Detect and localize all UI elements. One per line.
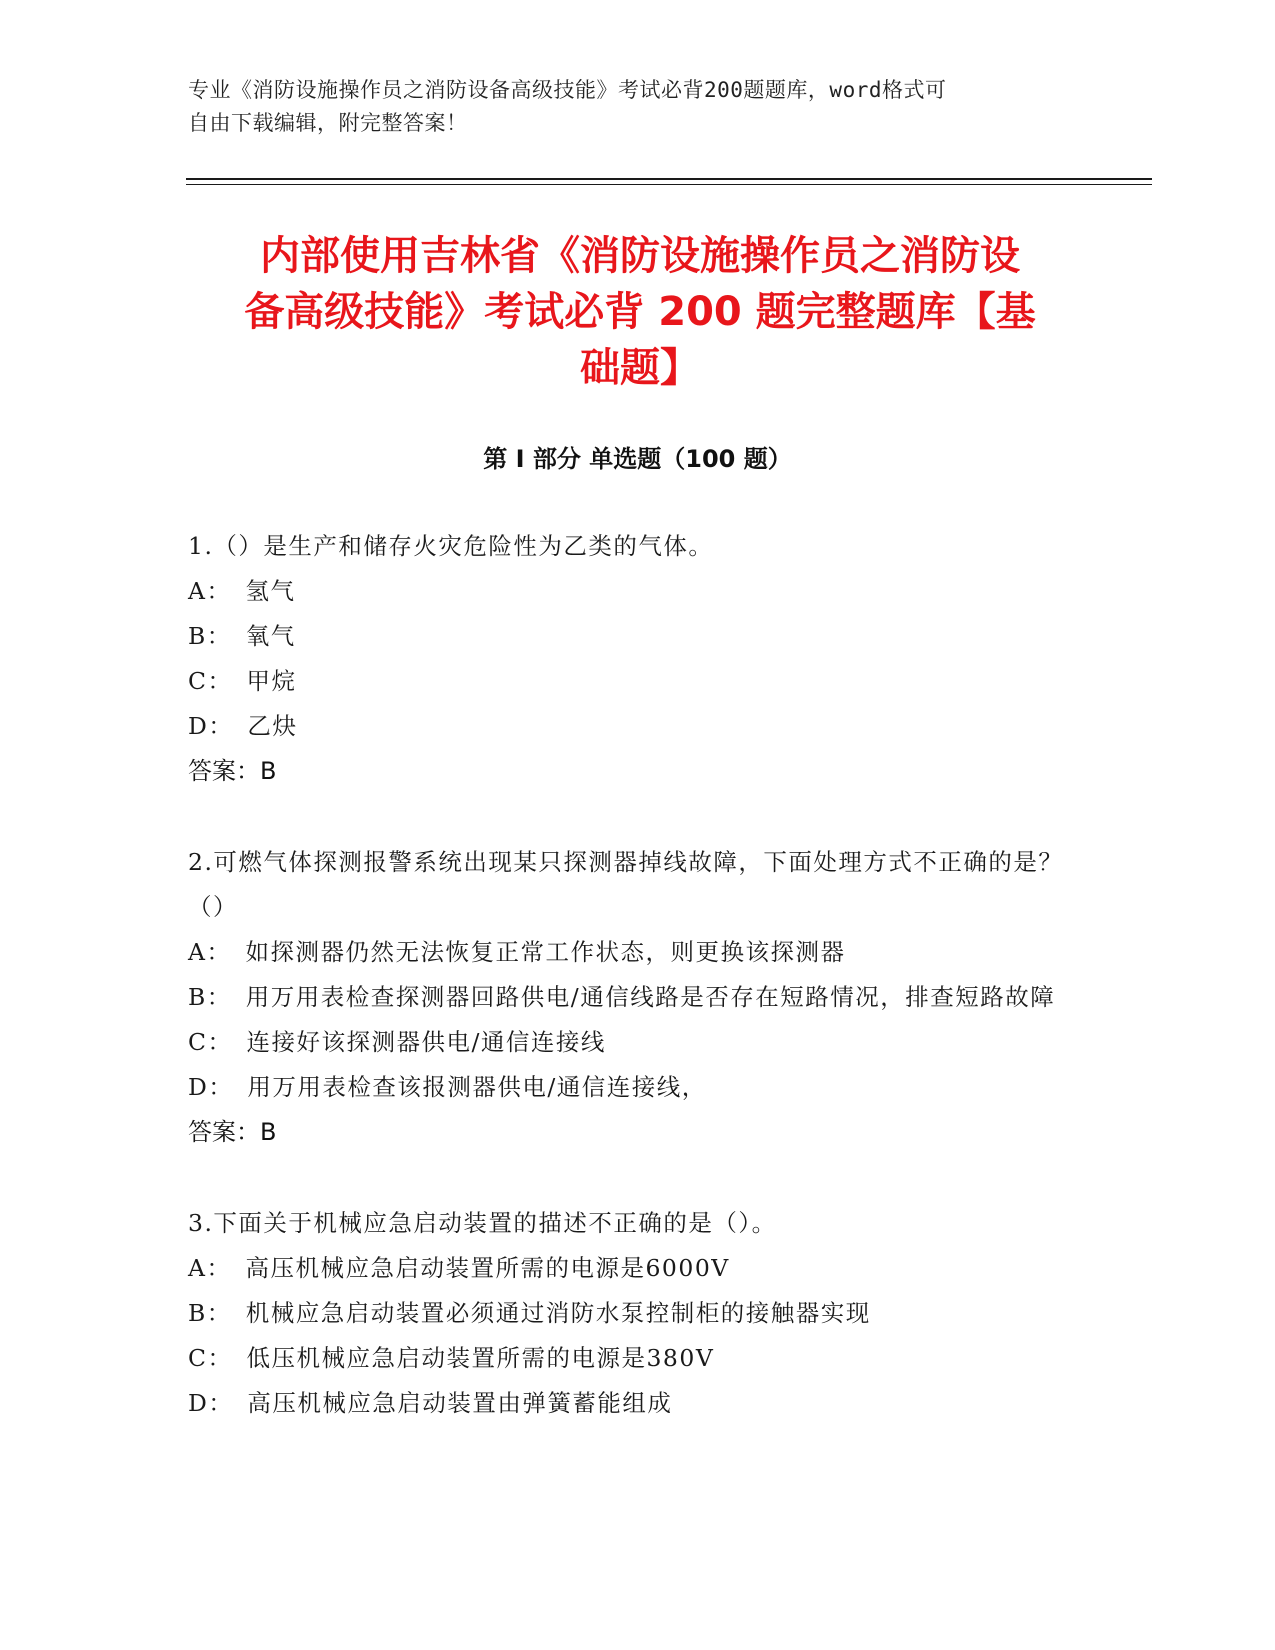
option-b <box>188 614 1068 659</box>
option-text: 用万用表检查探测器回路供电/通信线路是否存在短路情况，排查短路故障 <box>245 983 1056 1011</box>
document-title <box>190 228 1090 396</box>
header-note-line-1: 专业《消防设施操作员之消防设备高级技能》考试必背200题题库，word格式可 <box>188 78 947 102</box>
option-key: B： <box>188 983 232 1011</box>
option-key: C： <box>188 667 233 695</box>
option-text: 甲烷 <box>246 667 297 695</box>
option-text: 氢气 <box>245 577 296 605</box>
option-text: 氧气 <box>245 622 296 650</box>
question-stem: 1.（）是生产和储存火灾危险性为乙类的气体。 <box>188 532 714 560</box>
header-note-line-2: 自由下载编辑，附完整答案！ <box>188 111 468 135</box>
question-list <box>188 524 1068 1426</box>
question-stem: 3.下面关于机械应急启动装置的描述不正确的是（）。 <box>188 1209 777 1237</box>
document-title-line-3: 础题】 <box>580 345 700 391</box>
option-d <box>188 704 1068 749</box>
option-text: 连接好该探测器供电/通信连接线 <box>246 1028 606 1056</box>
option-text: 用万用表检查该报测器供电/通信连接线， <box>247 1073 707 1101</box>
option-a <box>188 930 1068 975</box>
option-key: B： <box>188 622 232 650</box>
option-a <box>188 569 1068 614</box>
option-text: 乙炔 <box>247 712 298 740</box>
option-text: 高压机械应急启动装置由弹簧蓄能组成 <box>247 1389 673 1417</box>
answer: 答案：B <box>188 1118 277 1146</box>
header-note <box>188 74 1088 140</box>
option-key: D： <box>188 712 234 740</box>
option-c <box>188 659 1068 704</box>
header-divider-thick <box>186 178 1152 180</box>
option-key: A： <box>188 577 232 605</box>
option-a <box>188 1246 1068 1291</box>
option-b <box>188 975 1068 1020</box>
document-title-line-1: 内部使用吉林省《消防设施操作员之消防设 <box>260 233 1020 279</box>
question-3 <box>188 1201 1068 1426</box>
question-1 <box>188 524 1068 794</box>
answer: 答案：B <box>188 757 277 785</box>
option-text: 机械应急启动装置必须通过消防水泵控制柜的接触器实现 <box>245 1299 871 1327</box>
option-key: C： <box>188 1028 233 1056</box>
document-title-line-2: 备高级技能》考试必背 200 题完整题库【基 <box>244 289 1036 335</box>
section-title: 第 I 部分 单选题（100 题） <box>483 445 792 473</box>
header-divider-thin <box>186 184 1152 185</box>
option-text: 高压机械应急启动装置所需的电源是6000V <box>245 1254 730 1282</box>
option-key: A： <box>188 938 232 966</box>
option-c <box>188 1336 1068 1381</box>
option-key: D： <box>188 1389 234 1417</box>
option-b <box>188 1291 1068 1336</box>
question-stem: 2.可燃气体探测报警系统出现某只探测器掉线故障，下面处理方式不正确的是？（） <box>188 848 1064 921</box>
question-2 <box>188 840 1068 1155</box>
option-key: B： <box>188 1299 232 1327</box>
option-d <box>188 1065 1068 1110</box>
option-text: 低压机械应急启动装置所需的电源是380V <box>246 1344 715 1372</box>
option-c <box>188 1020 1068 1065</box>
option-text: 如探测器仍然无法恢复正常工作状态，则更换该探测器 <box>245 938 846 966</box>
option-key: C： <box>188 1344 233 1372</box>
option-key: A： <box>188 1254 232 1282</box>
option-key: D： <box>188 1073 234 1101</box>
option-d <box>188 1381 1068 1426</box>
